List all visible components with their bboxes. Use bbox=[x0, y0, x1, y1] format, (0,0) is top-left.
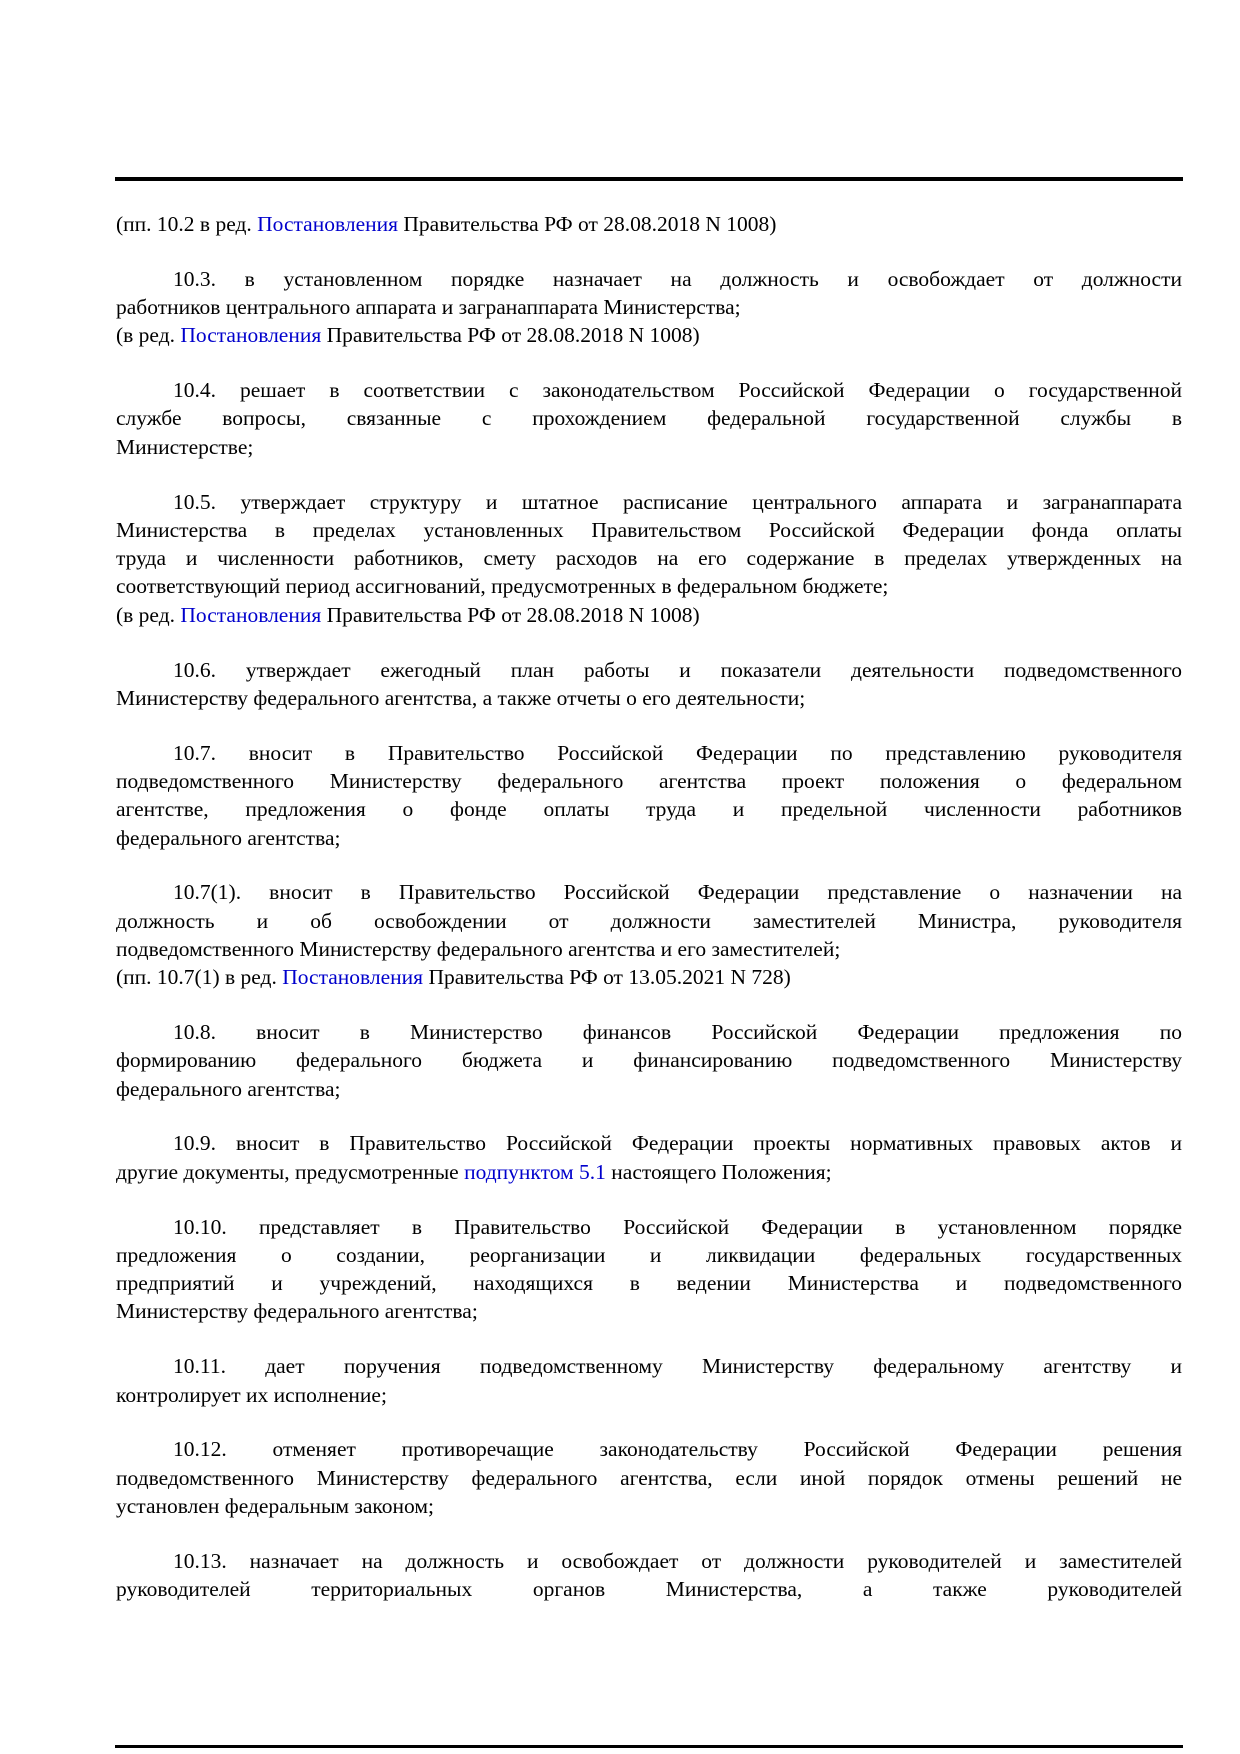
text-line bbox=[116, 1297, 1182, 1325]
text-line bbox=[116, 739, 1182, 767]
text-segment: подведомственного Министерству федерального агентства проект положения о федеральном bbox=[116, 768, 1182, 793]
text-segment: Министерству федерального агентства; bbox=[116, 1299, 478, 1324]
text-segment: 10.4. решает в соответствии с законодательством Российской Федерации о государственной bbox=[173, 378, 1182, 403]
text-line bbox=[116, 376, 1182, 404]
text-line bbox=[116, 516, 1182, 544]
text-line bbox=[116, 1464, 1182, 1492]
text-segment: (пп. 10.2 в ред. bbox=[116, 212, 258, 236]
text-segment: Министерству федерального агентства, а также отчеты о его деятельности; bbox=[116, 685, 806, 710]
document-link[interactable]: Постановления bbox=[257, 212, 399, 236]
text-segment: 10.5. утверждает структуру и штатное расписание центрального аппарата и загранаппарата bbox=[173, 489, 1182, 514]
text-line bbox=[116, 935, 1182, 963]
paragraph bbox=[116, 1352, 1182, 1409]
text-segment: подведомственного Министерству федерального агентства и его заместителей; bbox=[116, 936, 841, 961]
text-line bbox=[116, 265, 1182, 293]
text-line bbox=[116, 1269, 1182, 1297]
text-segment: 10.9. вносит в Правительство Российской Федерации проекты нормативных правовых актов и bbox=[173, 1131, 1182, 1156]
text-segment: федерального агентства; bbox=[116, 1076, 341, 1101]
paragraph bbox=[116, 1213, 1182, 1326]
text-line bbox=[116, 1018, 1182, 1046]
text-segment: контролирует их исполнение; bbox=[116, 1382, 387, 1407]
text-segment: 10.10. представляет в Правительство Российской Федерации в установленном порядке bbox=[173, 1214, 1182, 1239]
text-line bbox=[116, 488, 1182, 516]
text-segment: подведомственного Министерству федерального агентства, если иной порядок отмены решений не bbox=[116, 1465, 1182, 1490]
text-segment: Министерства в пределах установленных Правительством Российской Федерации фонда оплаты bbox=[116, 517, 1182, 542]
text-line bbox=[116, 601, 1182, 629]
text-segment: 10.8. вносит в Министерство финансов Российской Федерации предложения по bbox=[173, 1020, 1182, 1045]
text-segment: формированию федерального бюджета и финансированию подведомственного Министерству bbox=[116, 1048, 1182, 1073]
text-segment: (в ред. bbox=[116, 602, 181, 627]
text-line bbox=[116, 824, 1182, 852]
text-segment: другие документы, предусмотренные bbox=[116, 1159, 465, 1184]
text-segment: 10.7. вносит в Правительство Российской Федерации по представлению руководителя bbox=[173, 740, 1182, 765]
text-line bbox=[116, 1547, 1182, 1575]
text-segment: установлен федеральным законом; bbox=[116, 1493, 434, 1518]
paragraph bbox=[116, 376, 1182, 461]
text-segment: руководителей территориальных органов Министерства, а также руководителей bbox=[116, 1576, 1182, 1601]
text-segment: предприятий и учреждений, находящихся в ведении Министерства и подведомственного bbox=[116, 1271, 1182, 1296]
text-line bbox=[116, 1381, 1182, 1409]
text-segment: 10.13. назначает на должность и освобождает от должности руководителей и заместителей bbox=[173, 1548, 1182, 1573]
paragraph bbox=[116, 739, 1182, 852]
text-segment: 10.11. дает поручения подведомственному Министерству федеральному агентству и bbox=[173, 1354, 1182, 1379]
document-link[interactable]: Постановления bbox=[180, 602, 322, 627]
text-line bbox=[116, 1352, 1182, 1380]
document-link[interactable]: подпунктом 5.1 bbox=[464, 1159, 606, 1184]
text-line bbox=[116, 433, 1182, 461]
footer-rule bbox=[115, 1745, 1183, 1748]
text-line bbox=[116, 572, 1182, 600]
text-line bbox=[116, 1158, 1182, 1186]
text-segment: работников центрального аппарата и загранаппарата Министерства; bbox=[116, 295, 741, 320]
text-line bbox=[116, 907, 1182, 935]
paragraph bbox=[116, 488, 1182, 629]
text-line bbox=[116, 1492, 1182, 1520]
text-line bbox=[116, 1435, 1182, 1463]
text-segment: Правительства РФ от 13.05.2021 N 728) bbox=[423, 965, 791, 990]
header-rule bbox=[115, 177, 1183, 181]
text-line bbox=[116, 795, 1182, 823]
text-segment: соответствующий период ассигнований, предусмотренных в федеральном бюджете; bbox=[116, 574, 889, 599]
text-line bbox=[116, 544, 1182, 572]
text-segment: Правительства РФ от 28.08.2018 N 1008) bbox=[321, 323, 700, 348]
text-segment: (пп. 10.7(1) в ред. bbox=[116, 965, 283, 990]
text-segment: труда и численности работников, смету расходов на его содержание в пределах утвержденных на bbox=[116, 546, 1182, 571]
text-segment: предложения о создании, реорганизации и ликвидации федеральных государственных bbox=[116, 1242, 1182, 1267]
text-segment: настоящего Положения; bbox=[605, 1159, 832, 1184]
paragraph bbox=[116, 265, 1182, 350]
text-segment: 10.6. утверждает ежегодный план работы и показатели деятельности подведомственного bbox=[173, 657, 1182, 682]
text-segment: должность и об освобождении от должности заместителей Министра, руководителя bbox=[116, 908, 1182, 933]
text-line bbox=[116, 321, 1182, 349]
text-line bbox=[116, 1075, 1182, 1103]
paragraph bbox=[116, 1129, 1182, 1186]
text-segment: 10.7(1). вносит в Правительство Российской Федерации представление о назначении на bbox=[173, 880, 1182, 905]
document-body bbox=[116, 210, 1182, 1630]
text-segment: 10.3. в установленном порядке назначает на должность и освобождает от должности bbox=[173, 266, 1182, 291]
paragraph bbox=[116, 656, 1182, 713]
text-segment: 10.12. отменяет противоречащие законодательству Российской Федерации решения bbox=[173, 1437, 1182, 1462]
text-line bbox=[116, 1213, 1182, 1241]
text-line bbox=[116, 767, 1182, 795]
paragraph bbox=[116, 1547, 1182, 1604]
text-segment: службе вопросы, связанные с прохождением федеральной государственной службы в bbox=[116, 406, 1182, 431]
text-segment: агентстве, предложения о фонде оплаты труда и предельной численности работников bbox=[116, 797, 1182, 822]
text-line bbox=[116, 210, 1182, 238]
text-line bbox=[116, 1046, 1182, 1074]
text-line bbox=[116, 1575, 1182, 1603]
text-segment: Правительства РФ от 28.08.2018 N 1008) bbox=[398, 212, 777, 236]
paragraph bbox=[116, 878, 1182, 991]
document-link[interactable]: Постановления bbox=[180, 323, 322, 348]
text-line bbox=[116, 404, 1182, 432]
paragraph bbox=[116, 1018, 1182, 1103]
text-segment: (в ред. bbox=[116, 323, 181, 348]
text-line bbox=[116, 293, 1182, 321]
document-link[interactable]: Постановления bbox=[282, 965, 424, 990]
text-line bbox=[116, 963, 1182, 991]
text-line bbox=[116, 878, 1182, 906]
text-line bbox=[116, 1241, 1182, 1269]
text-line bbox=[116, 684, 1182, 712]
paragraph bbox=[116, 1435, 1182, 1520]
text-line bbox=[116, 1129, 1182, 1157]
text-segment: Правительства РФ от 28.08.2018 N 1008) bbox=[321, 602, 700, 627]
text-segment: федерального агентства; bbox=[116, 825, 341, 850]
paragraph bbox=[116, 210, 1182, 238]
text-line bbox=[116, 656, 1182, 684]
text-segment: Министерстве; bbox=[116, 434, 254, 459]
